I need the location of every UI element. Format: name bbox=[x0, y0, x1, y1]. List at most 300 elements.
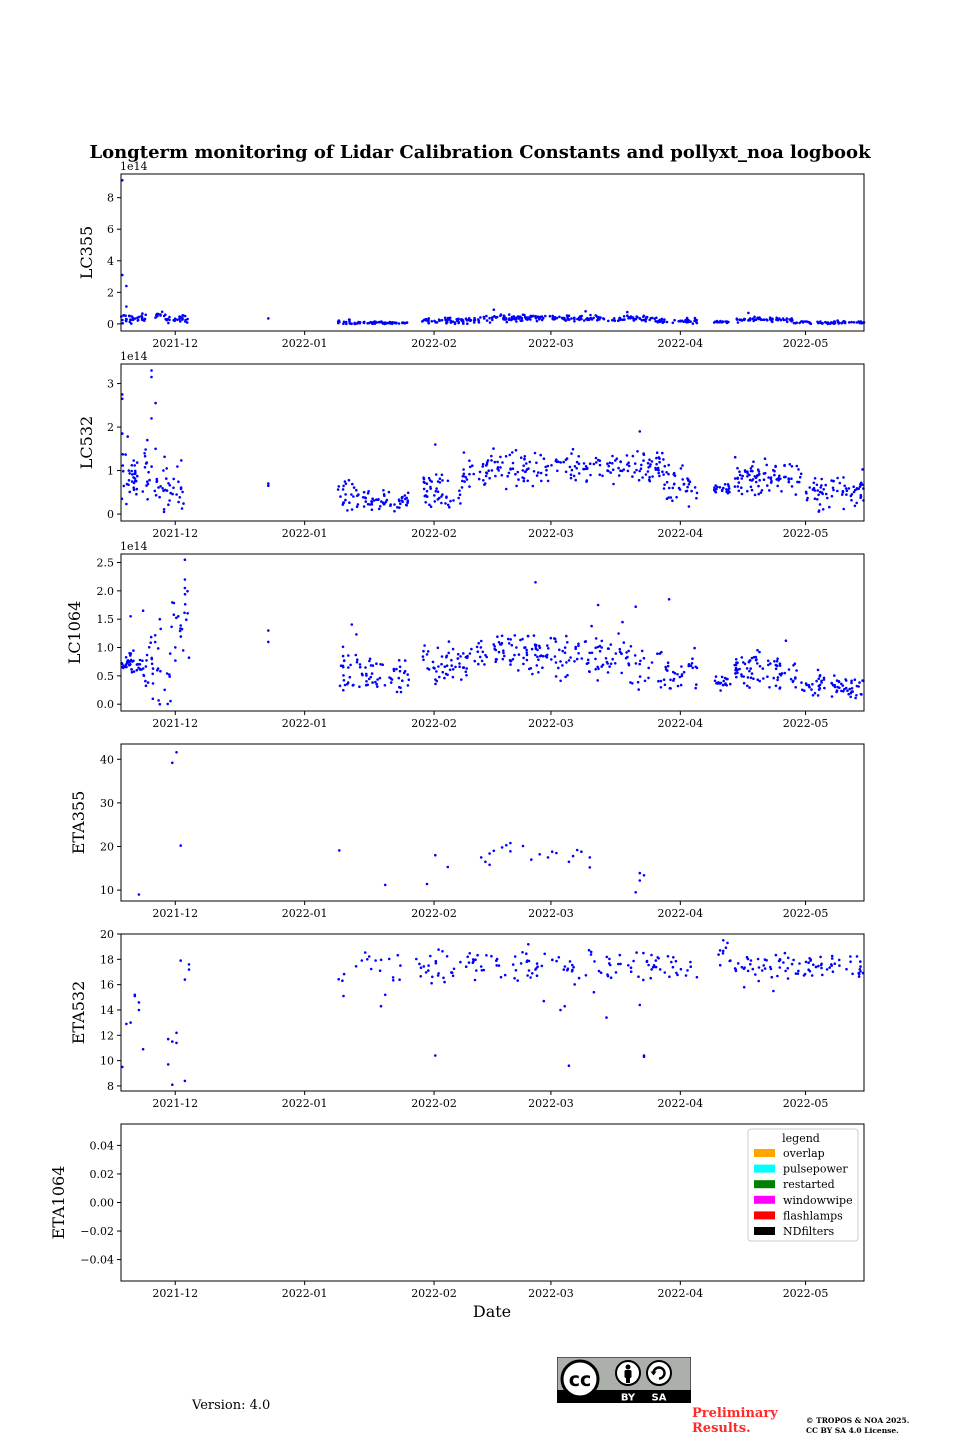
data-point bbox=[389, 504, 392, 507]
data-point bbox=[656, 451, 659, 454]
data-point bbox=[643, 315, 646, 318]
data-point bbox=[151, 663, 154, 666]
x-tick-label: 2022-05 bbox=[782, 717, 829, 730]
data-point bbox=[459, 655, 462, 658]
data-point bbox=[808, 957, 811, 960]
data-point bbox=[448, 506, 451, 509]
data-point bbox=[350, 493, 353, 496]
y-axis-label: ETA1064 bbox=[49, 1165, 68, 1240]
data-point bbox=[459, 502, 462, 505]
data-point bbox=[502, 652, 505, 655]
data-point bbox=[765, 464, 768, 467]
data-point bbox=[813, 487, 816, 490]
legend-label-windowwipe: windowwipe bbox=[783, 1193, 853, 1207]
x-tick-label: 2022-05 bbox=[782, 1097, 829, 1110]
x-tick-label: 2022-05 bbox=[782, 907, 829, 920]
data-point bbox=[611, 319, 614, 322]
data-point bbox=[401, 496, 404, 499]
data-point bbox=[609, 471, 612, 474]
data-point bbox=[831, 495, 834, 498]
data-point bbox=[437, 490, 440, 493]
data-point bbox=[482, 651, 485, 654]
y-tick-label: 4 bbox=[107, 254, 114, 268]
data-point bbox=[536, 656, 539, 659]
data-point bbox=[180, 635, 183, 638]
data-point bbox=[838, 687, 841, 690]
data-point bbox=[614, 320, 617, 323]
panel-eta532 bbox=[69, 928, 864, 1110]
data-point bbox=[555, 640, 558, 643]
data-point bbox=[452, 499, 455, 502]
data-point bbox=[468, 952, 471, 955]
y-axis-label: LC1064 bbox=[65, 600, 84, 665]
data-point bbox=[597, 668, 600, 671]
data-point bbox=[788, 668, 791, 671]
legend-swatch-windowwipe bbox=[754, 1196, 775, 1204]
data-point bbox=[376, 685, 379, 688]
data-point bbox=[619, 469, 622, 472]
data-point bbox=[859, 960, 862, 963]
data-points bbox=[120, 558, 864, 705]
data-point bbox=[764, 472, 767, 475]
data-point bbox=[156, 478, 159, 481]
data-point bbox=[562, 317, 565, 320]
data-point bbox=[425, 971, 428, 974]
data-point bbox=[556, 470, 559, 473]
data-point bbox=[619, 651, 622, 654]
data-point bbox=[778, 960, 781, 963]
data-point bbox=[855, 321, 858, 324]
data-point bbox=[597, 318, 600, 321]
data-point bbox=[838, 681, 841, 684]
data-point bbox=[790, 477, 793, 480]
data-point bbox=[632, 455, 635, 458]
data-point bbox=[617, 320, 620, 323]
data-point bbox=[817, 494, 820, 497]
data-point bbox=[752, 968, 755, 971]
data-point bbox=[725, 684, 728, 687]
data-point bbox=[668, 975, 671, 978]
data-point bbox=[848, 321, 851, 324]
data-point bbox=[169, 652, 172, 655]
data-point bbox=[676, 673, 679, 676]
data-point bbox=[498, 651, 501, 654]
data-point bbox=[526, 654, 529, 657]
data-point bbox=[691, 662, 694, 665]
data-point bbox=[167, 503, 170, 506]
data-point bbox=[422, 655, 425, 658]
data-point bbox=[587, 659, 590, 662]
data-point bbox=[388, 676, 391, 679]
x-tick-label: 2022-05 bbox=[782, 337, 829, 350]
data-point bbox=[672, 679, 675, 682]
data-point bbox=[344, 480, 347, 483]
data-point bbox=[565, 319, 568, 322]
data-point bbox=[128, 479, 131, 482]
data-point bbox=[809, 970, 812, 973]
data-point bbox=[722, 950, 725, 953]
data-point bbox=[684, 319, 687, 322]
data-point bbox=[734, 477, 737, 480]
data-point bbox=[422, 650, 425, 653]
data-point bbox=[798, 481, 801, 484]
data-point bbox=[423, 488, 426, 491]
data-point bbox=[469, 652, 472, 655]
data-point bbox=[537, 316, 540, 319]
data-point bbox=[523, 480, 526, 483]
data-point bbox=[599, 464, 602, 467]
data-point bbox=[476, 954, 479, 957]
data-point bbox=[571, 964, 574, 967]
data-point bbox=[496, 461, 499, 464]
data-point bbox=[445, 322, 448, 325]
data-point bbox=[824, 321, 827, 324]
data-point bbox=[578, 472, 581, 475]
data-point bbox=[371, 501, 374, 504]
data-point bbox=[615, 652, 618, 655]
data-point bbox=[126, 435, 129, 438]
data-point bbox=[775, 478, 778, 481]
data-point bbox=[364, 951, 367, 954]
data-point bbox=[758, 651, 761, 654]
data-point bbox=[130, 470, 133, 473]
data-point bbox=[551, 959, 554, 962]
data-point bbox=[435, 670, 438, 673]
data-point bbox=[499, 456, 502, 459]
data-point bbox=[480, 856, 483, 859]
data-point bbox=[512, 658, 515, 661]
data-point bbox=[810, 323, 813, 326]
data-point bbox=[764, 457, 767, 460]
data-point bbox=[599, 459, 602, 462]
data-point bbox=[438, 319, 441, 322]
data-point bbox=[600, 646, 603, 649]
y-offset-text: 1e14 bbox=[120, 350, 148, 363]
data-point bbox=[664, 666, 667, 669]
cc-by-sa-badge bbox=[557, 1357, 691, 1403]
data-point bbox=[148, 479, 151, 482]
data-point bbox=[572, 855, 575, 858]
data-point bbox=[714, 490, 717, 493]
data-point bbox=[431, 976, 434, 979]
data-point bbox=[375, 662, 378, 665]
data-point bbox=[525, 649, 528, 652]
data-point bbox=[425, 318, 428, 321]
data-point bbox=[468, 473, 471, 476]
preliminary-line-1: Preliminary bbox=[692, 1406, 778, 1421]
data-point bbox=[606, 956, 609, 959]
data-point bbox=[651, 661, 654, 664]
data-point bbox=[674, 672, 677, 675]
data-point bbox=[655, 317, 658, 320]
data-point bbox=[667, 661, 670, 664]
data-point bbox=[371, 672, 374, 675]
data-point bbox=[441, 319, 444, 322]
x-tick-label: 2021-12 bbox=[152, 717, 199, 730]
data-point bbox=[472, 473, 475, 476]
data-point bbox=[364, 496, 367, 499]
data-point bbox=[145, 659, 148, 662]
data-point bbox=[179, 627, 182, 630]
data-point bbox=[844, 322, 847, 325]
data-point bbox=[463, 451, 466, 454]
x-tick-label: 2021-12 bbox=[152, 337, 199, 350]
data-point bbox=[530, 667, 533, 670]
panel-eta355 bbox=[69, 744, 864, 920]
legend-swatch-ndfilters bbox=[754, 1227, 775, 1235]
data-point bbox=[486, 319, 489, 322]
data-point bbox=[619, 954, 622, 957]
data-point bbox=[475, 969, 478, 972]
data-point bbox=[396, 506, 399, 509]
data-point bbox=[427, 321, 430, 324]
data-point bbox=[465, 667, 468, 670]
data-point bbox=[651, 317, 654, 320]
data-point bbox=[734, 485, 737, 488]
data-point bbox=[532, 485, 535, 488]
y-tick-label: 0 bbox=[107, 317, 114, 331]
data-point bbox=[466, 655, 469, 658]
data-point bbox=[821, 974, 824, 977]
data-point bbox=[423, 478, 426, 481]
data-point bbox=[517, 478, 520, 481]
data-point bbox=[746, 470, 749, 473]
data-point bbox=[396, 691, 399, 694]
data-point bbox=[122, 464, 125, 467]
data-point bbox=[672, 966, 675, 969]
data-point bbox=[452, 668, 455, 671]
data-point bbox=[125, 666, 128, 669]
data-point bbox=[144, 466, 147, 469]
data-point bbox=[657, 472, 660, 475]
data-point bbox=[717, 953, 720, 956]
data-point bbox=[599, 650, 602, 653]
data-point bbox=[659, 319, 662, 322]
data-point bbox=[474, 979, 477, 982]
data-point bbox=[680, 968, 683, 971]
data-point bbox=[125, 1023, 128, 1026]
data-point bbox=[784, 970, 787, 973]
data-point bbox=[440, 495, 443, 498]
data-point bbox=[658, 475, 661, 478]
data-point bbox=[391, 678, 394, 681]
data-point bbox=[457, 657, 460, 660]
data-point bbox=[462, 475, 465, 478]
data-point bbox=[490, 455, 493, 458]
data-point bbox=[351, 623, 354, 626]
data-point bbox=[775, 317, 778, 320]
data-point bbox=[762, 667, 765, 670]
y-tick-label: 0.00 bbox=[89, 1196, 114, 1210]
data-point bbox=[522, 464, 525, 467]
data-point bbox=[485, 471, 488, 474]
x-tick-label: 2022-02 bbox=[411, 527, 457, 540]
data-point bbox=[147, 471, 150, 474]
data-point bbox=[679, 488, 682, 491]
data-point bbox=[419, 975, 422, 978]
data-point bbox=[526, 480, 529, 483]
data-point bbox=[449, 669, 452, 672]
data-point bbox=[852, 485, 855, 488]
data-point bbox=[667, 473, 670, 476]
data-point bbox=[800, 473, 803, 476]
data-point bbox=[355, 633, 358, 636]
data-point bbox=[434, 321, 437, 324]
data-point bbox=[820, 478, 823, 481]
data-point bbox=[685, 490, 688, 493]
data-point bbox=[477, 319, 480, 322]
data-point bbox=[435, 490, 438, 493]
data-point bbox=[171, 1083, 174, 1086]
data-point bbox=[855, 694, 858, 697]
data-point bbox=[657, 467, 660, 470]
data-point bbox=[832, 480, 835, 483]
data-point bbox=[737, 962, 740, 965]
data-point bbox=[460, 678, 463, 681]
data-point bbox=[151, 673, 154, 676]
data-point bbox=[665, 668, 668, 671]
data-point bbox=[568, 861, 571, 864]
data-point bbox=[562, 461, 565, 464]
data-point bbox=[589, 856, 592, 859]
data-point bbox=[157, 647, 160, 650]
data-point bbox=[151, 658, 154, 661]
data-point bbox=[344, 493, 347, 496]
data-point bbox=[415, 958, 418, 961]
data-point bbox=[549, 315, 552, 318]
data-point bbox=[423, 644, 426, 647]
data-point bbox=[513, 977, 516, 980]
data-point bbox=[144, 448, 147, 451]
data-point bbox=[505, 317, 508, 320]
data-point bbox=[523, 314, 526, 317]
data-point bbox=[155, 494, 158, 497]
y-tick-label: 3 bbox=[107, 377, 114, 391]
data-point bbox=[363, 505, 366, 508]
data-point bbox=[714, 680, 717, 683]
data-point bbox=[342, 666, 345, 669]
data-point bbox=[838, 964, 841, 967]
data-point bbox=[758, 470, 761, 473]
data-point bbox=[713, 486, 716, 489]
data-point bbox=[783, 319, 786, 322]
data-point bbox=[783, 464, 786, 467]
data-point bbox=[367, 490, 370, 493]
data-point bbox=[529, 461, 532, 464]
data-points bbox=[121, 369, 865, 513]
data-point bbox=[175, 617, 178, 620]
data-point bbox=[787, 957, 790, 960]
data-point bbox=[803, 689, 806, 692]
copyright-line-2: CC BY SA 4.0 License. bbox=[806, 1426, 899, 1435]
data-point bbox=[826, 497, 829, 500]
data-point bbox=[695, 497, 698, 500]
data-point bbox=[565, 471, 568, 474]
data-point bbox=[129, 1021, 132, 1024]
data-point bbox=[468, 459, 471, 462]
panel-lc1064 bbox=[65, 540, 865, 730]
data-point bbox=[746, 490, 749, 493]
data-point bbox=[516, 979, 519, 982]
data-point bbox=[511, 644, 514, 647]
data-point bbox=[366, 958, 369, 961]
data-point bbox=[686, 969, 689, 972]
data-point bbox=[578, 463, 581, 466]
data-point bbox=[437, 948, 440, 951]
data-point bbox=[496, 635, 499, 638]
data-point bbox=[361, 673, 364, 676]
data-point bbox=[827, 323, 830, 326]
data-point bbox=[513, 316, 516, 319]
y-tick-label: 0.0 bbox=[96, 698, 114, 712]
data-point bbox=[571, 469, 574, 472]
data-point bbox=[134, 477, 137, 480]
data-point bbox=[821, 322, 824, 325]
data-point bbox=[643, 453, 646, 456]
data-point bbox=[816, 484, 819, 487]
data-point bbox=[692, 322, 695, 325]
data-point bbox=[456, 318, 459, 321]
x-tick-label: 2022-01 bbox=[281, 717, 328, 730]
data-point bbox=[750, 676, 753, 679]
data-point bbox=[343, 659, 346, 662]
data-point bbox=[626, 311, 629, 314]
data-point bbox=[518, 653, 521, 656]
data-point bbox=[144, 318, 147, 321]
y-tick-label: 6 bbox=[107, 223, 114, 237]
data-point bbox=[466, 956, 469, 959]
data-point bbox=[642, 459, 645, 462]
data-point bbox=[486, 463, 489, 466]
data-point bbox=[150, 417, 153, 420]
data-point bbox=[576, 318, 579, 321]
data-point bbox=[637, 975, 640, 978]
data-point bbox=[483, 317, 486, 320]
data-point bbox=[465, 965, 468, 968]
data-point bbox=[751, 489, 754, 492]
data-point bbox=[480, 646, 483, 649]
data-point bbox=[658, 457, 661, 460]
data-point bbox=[641, 476, 644, 479]
data-point bbox=[630, 970, 633, 973]
data-point bbox=[635, 662, 638, 665]
data-point bbox=[491, 469, 494, 472]
data-point bbox=[463, 480, 466, 483]
data-point bbox=[534, 315, 537, 318]
data-point bbox=[737, 485, 740, 488]
data-point bbox=[490, 955, 493, 958]
data-point bbox=[736, 467, 739, 470]
data-point bbox=[444, 502, 447, 505]
data-point bbox=[628, 465, 631, 468]
data-point bbox=[752, 317, 755, 320]
data-point bbox=[442, 671, 445, 674]
data-point bbox=[766, 675, 769, 678]
data-point bbox=[685, 974, 688, 977]
data-point bbox=[126, 661, 129, 664]
data-point bbox=[607, 465, 610, 468]
data-point bbox=[356, 322, 359, 325]
data-point bbox=[423, 481, 426, 484]
data-point bbox=[819, 321, 822, 324]
data-point bbox=[544, 315, 547, 318]
data-point bbox=[649, 480, 652, 483]
data-point bbox=[639, 675, 642, 678]
data-point bbox=[132, 660, 135, 663]
data-point bbox=[572, 448, 575, 451]
data-point bbox=[783, 476, 786, 479]
data-point bbox=[474, 660, 477, 663]
